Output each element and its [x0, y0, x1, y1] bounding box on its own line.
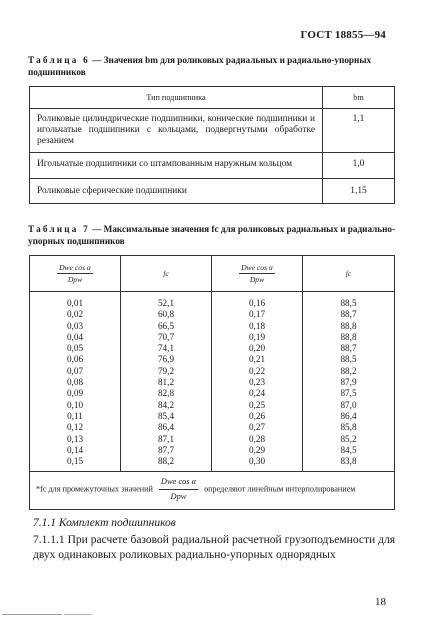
table7-value-fc: 87,7 [157, 444, 175, 455]
table7-header-fc-1: fc [121, 256, 212, 292]
table7-value-fc: 74,1 [157, 343, 175, 354]
table7-value-ratio: 0,04 [66, 331, 84, 342]
table7-value-fc: 85,8 [340, 422, 357, 433]
table7-value-ratio: 0,27 [248, 422, 266, 433]
table7-value-ratio: 0,02 [66, 309, 84, 320]
table7-value-fc: 87,5 [340, 388, 357, 399]
table7-value-ratio: 0,17 [248, 309, 266, 320]
table7-value-ratio: 0,18 [248, 320, 266, 331]
table7-value-fc: 81,2 [157, 377, 175, 388]
table7-value-ratio: 0,08 [66, 377, 84, 388]
table7-value-ratio: 0,05 [66, 343, 84, 354]
table7-col-fc-2 [303, 292, 395, 472]
table7-value-ratio: 0,15 [66, 456, 84, 467]
table7-value-ratio: 0,06 [66, 354, 84, 365]
table7-value-fc: 88,2 [340, 365, 357, 376]
table7-caption [28, 223, 398, 247]
table7-value-fc: 60,8 [157, 309, 175, 320]
table7-value-fc: 87,9 [340, 377, 357, 388]
table7-value-ratio: 0,28 [248, 433, 266, 444]
table7-header-fc-2: fc [303, 256, 395, 292]
section-title: 7.1.1 Комплект подшипников [33, 517, 176, 529]
table7-value-fc: 88,7 [340, 343, 357, 354]
section-body-text: 7.1.1.1 При расчете базовой радиальной расчетной грузоподъемности для двух одинаковых роликовых радиально-упорных однорядных [33, 534, 395, 561]
table7-value-fc: 79,2 [157, 365, 175, 376]
table7-value-fc: 88,2 [157, 456, 175, 467]
table6-caption-text: — Значения bm для роликовых радиальных и радиально-упорных подшипников [28, 55, 372, 77]
table7-value-fc: 87,0 [340, 399, 357, 410]
table7-value-fc: 76,9 [157, 354, 175, 365]
table7-value-fc: 86,4 [157, 422, 175, 433]
table7-value-fc: 82,8 [157, 388, 175, 399]
table7-value-ratio: 0,13 [66, 433, 84, 444]
table7-value-fc: 88,5 [340, 354, 357, 365]
table6-header-row [30, 87, 395, 109]
table7-value-fc: 85,4 [157, 410, 175, 421]
table7-col-ratio-2 [212, 292, 303, 472]
table6-row2-value: 1,0 [323, 153, 395, 179]
table7-value-ratio: 0,30 [248, 456, 266, 467]
table-row [30, 179, 395, 204]
table7-value-ratio: 0,21 [248, 354, 266, 365]
table7-value-ratio: 0,03 [66, 320, 84, 331]
table7-body-row [30, 292, 395, 472]
table7-value-ratio: 0,09 [66, 388, 84, 399]
table7-value-ratio: 0,11 [67, 410, 83, 421]
scan-mark [64, 614, 92, 615]
page-number: 18 [375, 596, 386, 608]
table7-value-ratio: 0,20 [248, 343, 266, 354]
table7-value-fc: 88,5 [340, 298, 357, 308]
table7-value-fc: 86,4 [340, 410, 357, 421]
table7-value-fc: 88,7 [340, 309, 357, 320]
table7-header-row [30, 256, 395, 292]
table7-value-ratio: 0,25 [248, 399, 266, 410]
ratio-fraction: $\frac{\text{Dwe cos α}}{\text{Dpw}}$ [241, 263, 273, 284]
table7-header-ratio-2 [212, 256, 303, 292]
table7-value-ratio: 0,10 [66, 399, 84, 410]
table7-col-fc-1 [121, 292, 212, 472]
table7-value-ratio: 0,14 [66, 444, 84, 455]
table7-value-ratio: 0,23 [248, 377, 266, 388]
footnote-fraction: $\frac{\text{Dwe cos α}}{\text{Dpw}}$ [160, 477, 197, 502]
footnote-suffix: определяют линейным интерполированием [204, 484, 356, 494]
table7-value-fc: 88,8 [340, 320, 357, 331]
table7-value-ratio: 0,07 [66, 365, 84, 376]
table7-value-fc: 84,5 [340, 444, 357, 455]
table7-caption-text: — Максимальные значения fc для роликовых радиальных и радиально-упорных подшипников [28, 224, 396, 246]
table7-value-ratio: 0,22 [248, 365, 266, 376]
table6-row3-value: 1,15 [323, 179, 395, 204]
table6-header-value: bm [323, 87, 395, 109]
table6 [29, 86, 395, 204]
table7 [29, 255, 395, 510]
footnote-prefix: *fc для промежуточных значений [36, 484, 153, 494]
table7-value-fc: 88,8 [340, 331, 357, 342]
standard-header: ГОСТ 18855—94 [300, 29, 386, 41]
table6-row1-type: Роликовые цилиндрические подшипники, конические подшипники и игольчатые подшипники с кольцами, подвергнутыми обработке резанием [30, 109, 323, 153]
table7-value-ratio: 0,19 [248, 331, 266, 342]
table7-footnote-row [30, 472, 395, 510]
table-row [30, 153, 395, 179]
table6-row3-type: Роликовые сферические подшипники [30, 179, 323, 204]
table7-value-ratio: 0,16 [248, 298, 266, 308]
table7-col-ratio-1 [30, 292, 121, 472]
ratio-fraction: $\frac{\text{Dwe cos α}}{\text{Dpw}}$ [59, 263, 91, 284]
table7-value-fc: 84,2 [157, 399, 175, 410]
table7-header-ratio-1 [30, 256, 121, 292]
table7-value-ratio: 0,12 [66, 422, 84, 433]
table7-value-fc: 70,7 [157, 331, 175, 342]
table6-caption [28, 54, 398, 78]
table6-caption-number: Таблица 6 [28, 55, 90, 65]
table7-value-fc: 85,2 [340, 433, 357, 444]
table6-header-type: Тип подшипника [30, 87, 323, 109]
scan-mark [2, 614, 62, 615]
table6-row2-type: Игольчатые подшипники со штампованным наружным кольцом [30, 153, 323, 179]
table7-value-fc: 52,1 [157, 298, 175, 308]
table-row [30, 109, 395, 153]
table7-value-ratio: 0,26 [248, 410, 266, 421]
table7-caption-number: Таблица 7 [28, 224, 90, 234]
table7-value-fc: 87,1 [157, 433, 175, 444]
table7-value-fc: 66,5 [157, 320, 175, 331]
table6-row1-value: 1,1 [323, 109, 395, 153]
table7-value-ratio: 0,01 [66, 298, 84, 308]
table7-value-fc: 83,8 [340, 456, 357, 467]
table7-footnote [30, 472, 395, 510]
table7-value-ratio: 0,24 [248, 388, 266, 399]
table7-value-ratio: 0,29 [248, 444, 266, 455]
